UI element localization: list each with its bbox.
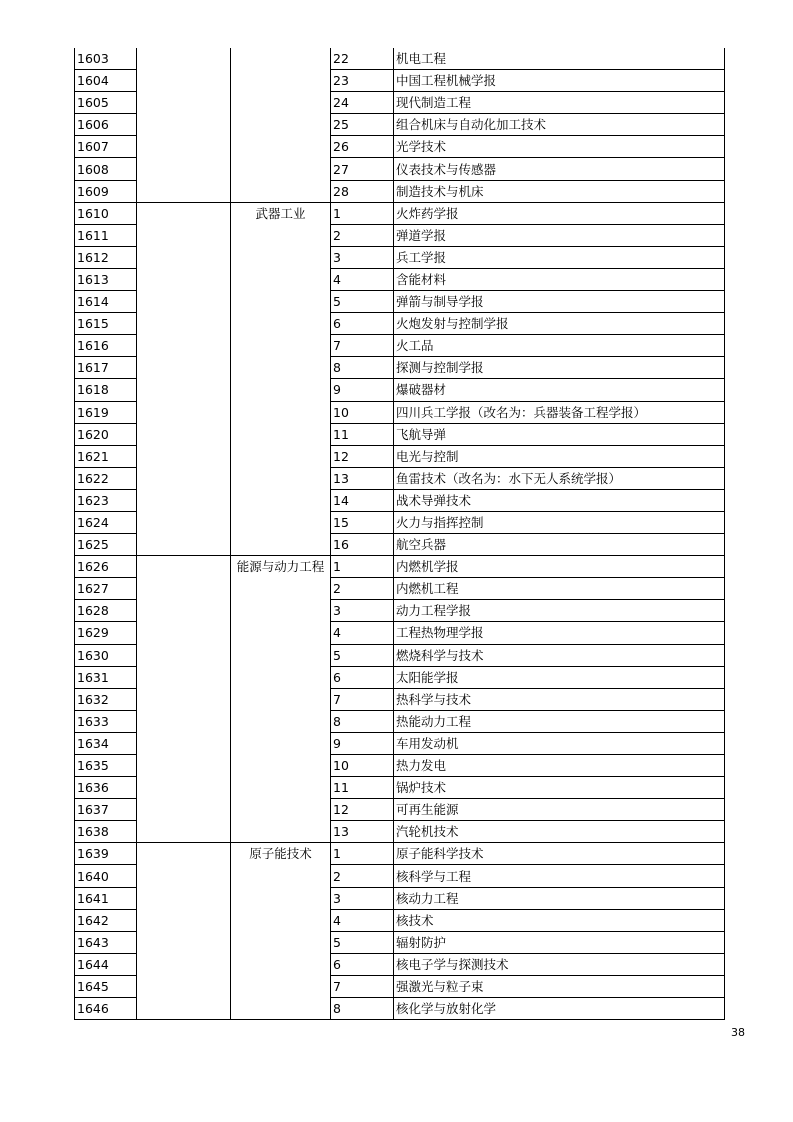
index-cell: 1 bbox=[331, 556, 394, 578]
index-cell: 27 bbox=[331, 158, 394, 180]
index-cell: 2 bbox=[331, 578, 394, 600]
index-cell: 7 bbox=[331, 975, 394, 997]
journal-name-cell: 热能动力工程 bbox=[394, 710, 725, 732]
serial-number-cell: 1618 bbox=[75, 379, 137, 401]
page-number: 38 bbox=[731, 1026, 745, 1039]
index-cell: 6 bbox=[331, 313, 394, 335]
serial-number-cell: 1641 bbox=[75, 887, 137, 909]
journal-name-cell: 现代制造工程 bbox=[394, 92, 725, 114]
journal-name-cell: 航空兵器 bbox=[394, 534, 725, 556]
index-cell: 16 bbox=[331, 534, 394, 556]
journal-name-cell: 火工品 bbox=[394, 335, 725, 357]
serial-number-cell: 1615 bbox=[75, 313, 137, 335]
serial-number-cell: 1637 bbox=[75, 799, 137, 821]
table-row bbox=[75, 843, 725, 865]
category-cell bbox=[231, 48, 331, 202]
serial-number-cell: 1616 bbox=[75, 335, 137, 357]
index-cell: 9 bbox=[331, 379, 394, 401]
serial-number-cell: 1624 bbox=[75, 511, 137, 533]
journal-name-cell: 核化学与放射化学 bbox=[394, 998, 725, 1020]
index-cell: 6 bbox=[331, 666, 394, 688]
journal-name-cell: 热科学与技术 bbox=[394, 688, 725, 710]
index-cell: 2 bbox=[331, 224, 394, 246]
journal-name-cell: 战术导弹技术 bbox=[394, 489, 725, 511]
serial-number-cell: 1645 bbox=[75, 975, 137, 997]
journal-name-cell: 兵工学报 bbox=[394, 246, 725, 268]
category-cell: 原子能技术 bbox=[231, 843, 331, 1020]
journal-name-cell: 电光与控制 bbox=[394, 445, 725, 467]
journal-table-container bbox=[74, 48, 725, 1020]
journal-name-cell: 火力与指挥控制 bbox=[394, 511, 725, 533]
serial-number-cell: 1611 bbox=[75, 224, 137, 246]
blank-cell bbox=[137, 843, 231, 1020]
journal-name-cell: 光学技术 bbox=[394, 136, 725, 158]
journal-table bbox=[74, 48, 725, 1020]
category-cell: 武器工业 bbox=[231, 202, 331, 556]
index-cell: 22 bbox=[331, 48, 394, 70]
serial-number-cell: 1625 bbox=[75, 534, 137, 556]
index-cell: 3 bbox=[331, 246, 394, 268]
journal-name-cell: 制造技术与机床 bbox=[394, 180, 725, 202]
serial-number-cell: 1630 bbox=[75, 644, 137, 666]
index-cell: 8 bbox=[331, 357, 394, 379]
table-row bbox=[75, 202, 725, 224]
journal-name-cell: 组合机床与自动化加工技术 bbox=[394, 114, 725, 136]
journal-name-cell: 爆破器材 bbox=[394, 379, 725, 401]
serial-number-cell: 1642 bbox=[75, 909, 137, 931]
serial-number-cell: 1626 bbox=[75, 556, 137, 578]
index-cell: 5 bbox=[331, 291, 394, 313]
journal-name-cell: 含能材料 bbox=[394, 268, 725, 290]
journal-name-cell: 锅炉技术 bbox=[394, 777, 725, 799]
journal-name-cell: 热力发电 bbox=[394, 755, 725, 777]
serial-number-cell: 1636 bbox=[75, 777, 137, 799]
journal-name-cell: 探测与控制学报 bbox=[394, 357, 725, 379]
serial-number-cell: 1606 bbox=[75, 114, 137, 136]
journal-name-cell: 原子能科学技术 bbox=[394, 843, 725, 865]
serial-number-cell: 1643 bbox=[75, 931, 137, 953]
journal-name-cell: 工程热物理学报 bbox=[394, 622, 725, 644]
journal-name-cell: 机电工程 bbox=[394, 48, 725, 70]
serial-number-cell: 1633 bbox=[75, 710, 137, 732]
serial-number-cell: 1639 bbox=[75, 843, 137, 865]
index-cell: 28 bbox=[331, 180, 394, 202]
index-cell: 4 bbox=[331, 909, 394, 931]
index-cell: 26 bbox=[331, 136, 394, 158]
serial-number-cell: 1620 bbox=[75, 423, 137, 445]
journal-name-cell: 核科学与工程 bbox=[394, 865, 725, 887]
blank-cell bbox=[137, 202, 231, 556]
index-cell: 12 bbox=[331, 799, 394, 821]
index-cell: 6 bbox=[331, 953, 394, 975]
serial-number-cell: 1631 bbox=[75, 666, 137, 688]
blank-cell bbox=[137, 48, 231, 202]
serial-number-cell: 1628 bbox=[75, 600, 137, 622]
journal-name-cell: 车用发动机 bbox=[394, 732, 725, 754]
index-cell: 3 bbox=[331, 887, 394, 909]
serial-number-cell: 1621 bbox=[75, 445, 137, 467]
journal-name-cell: 核动力工程 bbox=[394, 887, 725, 909]
serial-number-cell: 1608 bbox=[75, 158, 137, 180]
index-cell: 4 bbox=[331, 622, 394, 644]
index-cell: 5 bbox=[331, 931, 394, 953]
serial-number-cell: 1644 bbox=[75, 953, 137, 975]
journal-name-cell: 四川兵工学报（改名为：兵器装备工程学报） bbox=[394, 401, 725, 423]
serial-number-cell: 1613 bbox=[75, 268, 137, 290]
serial-number-cell: 1610 bbox=[75, 202, 137, 224]
table-row bbox=[75, 48, 725, 70]
index-cell: 13 bbox=[331, 467, 394, 489]
index-cell: 10 bbox=[331, 755, 394, 777]
index-cell: 8 bbox=[331, 710, 394, 732]
serial-number-cell: 1607 bbox=[75, 136, 137, 158]
journal-name-cell: 辐射防护 bbox=[394, 931, 725, 953]
index-cell: 14 bbox=[331, 489, 394, 511]
index-cell: 25 bbox=[331, 114, 394, 136]
serial-number-cell: 1623 bbox=[75, 489, 137, 511]
index-cell: 5 bbox=[331, 644, 394, 666]
index-cell: 24 bbox=[331, 92, 394, 114]
journal-name-cell: 鱼雷技术（改名为：水下无人系统学报） bbox=[394, 467, 725, 489]
serial-number-cell: 1634 bbox=[75, 732, 137, 754]
serial-number-cell: 1635 bbox=[75, 755, 137, 777]
journal-name-cell: 弹道学报 bbox=[394, 224, 725, 246]
serial-number-cell: 1617 bbox=[75, 357, 137, 379]
serial-number-cell: 1638 bbox=[75, 821, 137, 843]
index-cell: 1 bbox=[331, 843, 394, 865]
serial-number-cell: 1612 bbox=[75, 246, 137, 268]
index-cell: 11 bbox=[331, 423, 394, 445]
category-cell: 能源与动力工程 bbox=[231, 556, 331, 843]
journal-name-cell: 弹箭与制导学报 bbox=[394, 291, 725, 313]
journal-name-cell: 太阳能学报 bbox=[394, 666, 725, 688]
journal-table-body bbox=[75, 48, 725, 1020]
journal-name-cell: 飞航导弹 bbox=[394, 423, 725, 445]
index-cell: 4 bbox=[331, 268, 394, 290]
journal-name-cell: 核技术 bbox=[394, 909, 725, 931]
journal-name-cell: 强激光与粒子束 bbox=[394, 975, 725, 997]
journal-name-cell: 内燃机工程 bbox=[394, 578, 725, 600]
serial-number-cell: 1619 bbox=[75, 401, 137, 423]
journal-name-cell: 核电子学与探测技术 bbox=[394, 953, 725, 975]
serial-number-cell: 1604 bbox=[75, 70, 137, 92]
index-cell: 11 bbox=[331, 777, 394, 799]
index-cell: 12 bbox=[331, 445, 394, 467]
blank-cell bbox=[137, 556, 231, 843]
journal-name-cell: 动力工程学报 bbox=[394, 600, 725, 622]
serial-number-cell: 1646 bbox=[75, 998, 137, 1020]
table-row bbox=[75, 556, 725, 578]
serial-number-cell: 1609 bbox=[75, 180, 137, 202]
journal-name-cell: 汽轮机技术 bbox=[394, 821, 725, 843]
serial-number-cell: 1632 bbox=[75, 688, 137, 710]
serial-number-cell: 1640 bbox=[75, 865, 137, 887]
index-cell: 7 bbox=[331, 688, 394, 710]
journal-name-cell: 燃烧科学与技术 bbox=[394, 644, 725, 666]
serial-number-cell: 1627 bbox=[75, 578, 137, 600]
index-cell: 23 bbox=[331, 70, 394, 92]
index-cell: 9 bbox=[331, 732, 394, 754]
index-cell: 2 bbox=[331, 865, 394, 887]
serial-number-cell: 1614 bbox=[75, 291, 137, 313]
journal-name-cell: 可再生能源 bbox=[394, 799, 725, 821]
serial-number-cell: 1603 bbox=[75, 48, 137, 70]
index-cell: 10 bbox=[331, 401, 394, 423]
index-cell: 7 bbox=[331, 335, 394, 357]
journal-name-cell: 中国工程机械学报 bbox=[394, 70, 725, 92]
journal-name-cell: 内燃机学报 bbox=[394, 556, 725, 578]
index-cell: 3 bbox=[331, 600, 394, 622]
index-cell: 8 bbox=[331, 998, 394, 1020]
index-cell: 1 bbox=[331, 202, 394, 224]
index-cell: 15 bbox=[331, 511, 394, 533]
journal-name-cell: 火炮发射与控制学报 bbox=[394, 313, 725, 335]
serial-number-cell: 1629 bbox=[75, 622, 137, 644]
serial-number-cell: 1622 bbox=[75, 467, 137, 489]
journal-name-cell: 火炸药学报 bbox=[394, 202, 725, 224]
serial-number-cell: 1605 bbox=[75, 92, 137, 114]
index-cell: 13 bbox=[331, 821, 394, 843]
journal-name-cell: 仪表技术与传感器 bbox=[394, 158, 725, 180]
